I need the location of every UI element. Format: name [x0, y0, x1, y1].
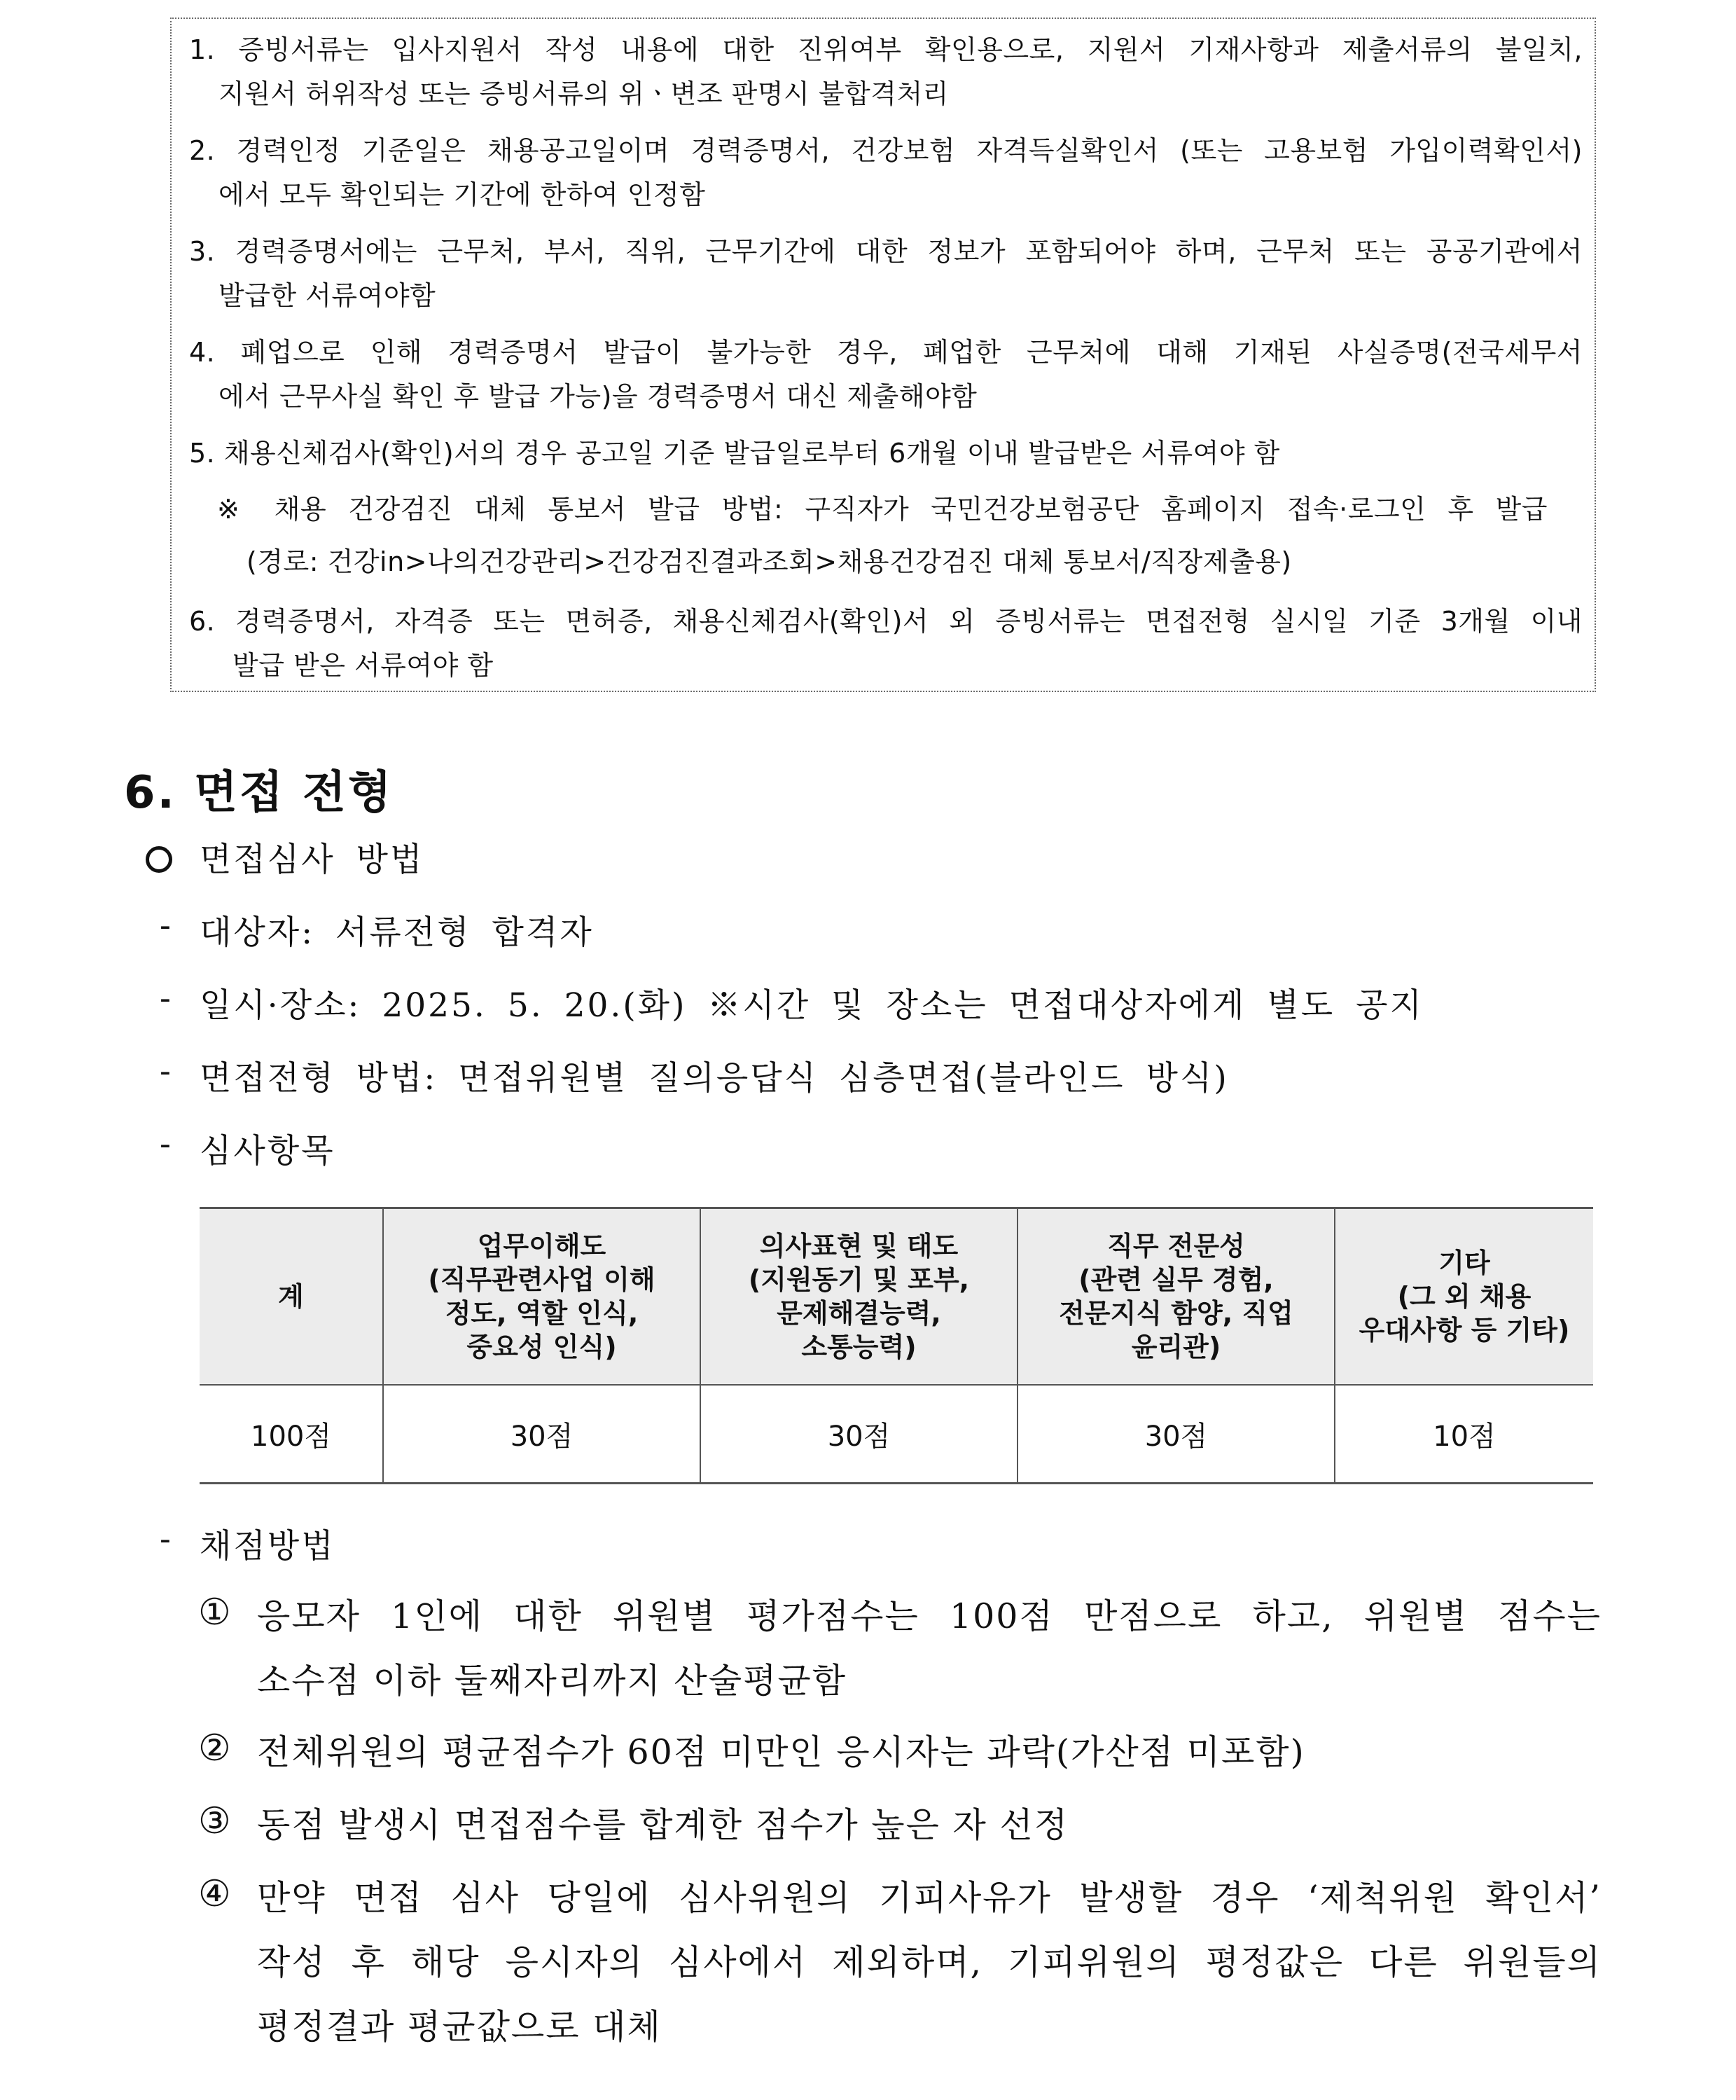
scoring-number-3: ③	[198, 1800, 231, 1842]
scoring-number-4: ④	[198, 1873, 231, 1915]
notice-item-6: 6. 경력증명서, 자격증 또는 면허증, 채용신체검사(확인)서 외 증빙서류는 면접전형 실시일 기준 3개월 이내 발급 받은 서류여야 함	[189, 606, 1583, 681]
dash-bullet: -	[160, 906, 173, 945]
header-expertise: 직무 전문성 (관련 실무 경험, 전문지식 함양, 직업 윤리관)	[1018, 1208, 1335, 1386]
score-table	[200, 1207, 1593, 1484]
cell-understanding: 30점	[383, 1385, 700, 1484]
dash-bullet: -	[160, 1052, 173, 1091]
scoring-label: 채점방법	[200, 1527, 335, 1566]
notice-item-2: 2. 경력인정 기준일은 채용공고일이며 경력증명서, 건강보험 자격득실확인서 (또는 고용보험 가입이력확인서) 에서 모두 확인되는 기간에 한하여 인정함	[189, 135, 1583, 210]
notice-note: ※ 채용 건강검진 대체 통보서 발급 방법: 구직자가 국민건강보험공단 홈페이지 접속·로그인 후 발급 (경로: 건강in>나의건강관리>건강검진결과조회>채용건강검진 대체 통보서/직장제출용)	[217, 494, 1548, 577]
scoring-item-2: 전체위원의 평균점수가 60점 미만인 응시자는 과락(가산점 미포함)	[257, 1732, 1305, 1772]
dash-bullet: -	[160, 1520, 173, 1559]
section-title: 6. 면접 전형	[124, 767, 394, 819]
dash-bullet: -	[160, 979, 173, 1018]
notice-item-3: 3. 경력증명서에는 근무처, 부서, 직위, 근무기간에 대한 정보가 포함되어야 하며, 근무처 또는 공공기관에서 발급한 서류여야함	[189, 236, 1583, 311]
notice-item-4: 4. 폐업으로 인해 경력증명서 발급이 불가능한 경우, 폐업한 근무처에 대해 기재된 사실증명(전국세무서 에서 근무사실 확인 후 발급 가능)을 경력증명서 대신 제출해야함	[189, 337, 1583, 412]
cell-expression: 30점	[700, 1385, 1018, 1484]
scoring-item-3: 동점 발생시 면접점수를 합계한 점수가 높은 자 선정	[257, 1805, 1069, 1845]
cell-expertise: 30점	[1018, 1385, 1335, 1484]
scoring-item-4: 만약 면접 심사 당일에 심사위원의 기피사유가 발생할 경우 ‘제척위원 확인서’ 작성 후 해당 응시자의 심사에서 제외하며, 기피위원의 평정값은 다른 위원들의 평정결과 평균값으로 대체	[257, 1878, 1602, 2047]
cell-total: 100점	[200, 1385, 383, 1484]
notice-item-5: 5. 채용신체검사(확인)서의 경우 공고일 기준 발급일로부터 6개월 이내 발급받은 서류여야 함	[189, 438, 1280, 469]
table-row	[200, 1385, 1593, 1484]
scoring-number-2: ②	[198, 1727, 231, 1769]
header-understanding: 업무이해도 (직무관련사업 이해 정도, 역할 인식, 중요성 인식)	[383, 1208, 700, 1386]
criteria-line: 심사항목	[200, 1132, 335, 1170]
scoring-item-1: 응모자 1인에 대한 위원별 평가점수는 100점 만점으로 하고, 위원별 점수는 소수점 이하 둘째자리까지 산술평균함	[257, 1596, 1602, 1701]
header-expression: 의사표현 및 태도 (지원동기 및 포부, 문제해결능력, 소통능력)	[700, 1208, 1018, 1386]
cell-other: 10점	[1335, 1385, 1593, 1484]
method-line: 면접전형 방법: 면접위원별 질의응답식 심층면접(블라인드 방식)	[200, 1059, 1229, 1098]
table-header-row	[200, 1208, 1593, 1386]
dash-bullet: -	[160, 1125, 173, 1163]
subheading: 면접심사 방법	[200, 841, 424, 879]
circle-bullet-icon	[146, 846, 172, 873]
header-total: 계	[200, 1208, 383, 1386]
notice-item-1: 1. 증빙서류는 입사지원서 작성 내용에 대한 진위여부 확인용으로, 지원서 기재사항과 제출서류의 불일치, 지원서 허위작성 또는 증빙서류의 위ㆍ변조 판명시 불합격처리	[189, 34, 1583, 109]
target-line: 대상자: 서류전형 합격자	[200, 913, 594, 952]
datetime-line: 일시·장소: 2025. 5. 20.(화) ※시간 및 장소는 면접대상자에게 별도 공지	[200, 986, 1424, 1025]
header-other: 기타 (그 외 채용 우대사항 등 기타)	[1335, 1208, 1593, 1386]
scoring-number-1: ①	[198, 1591, 231, 1633]
